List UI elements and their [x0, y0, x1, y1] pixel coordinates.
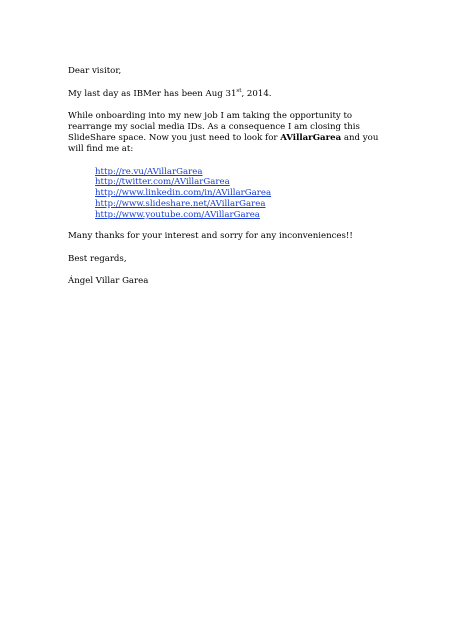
list-item	[95, 199, 388, 210]
closing-line: Best regards,	[68, 253, 127, 264]
greeting: Dear visitor,	[68, 66, 122, 76]
ordinal-suffix: st	[236, 87, 242, 94]
list-item	[95, 177, 388, 188]
last-day-line	[68, 89, 388, 100]
revu-link[interactable]: http://re.vu/AVillarGarea	[95, 166, 203, 177]
handle-name: AVillarGarea	[280, 133, 342, 143]
body-text-end: and you will find me at:	[68, 133, 379, 154]
youtube-link[interactable]: http://www.youtube.com/AVillarGarea	[95, 209, 260, 220]
twitter-link[interactable]: http://twitter.com/AVillarGarea	[95, 177, 230, 188]
link-list	[95, 167, 388, 221]
list-item	[95, 188, 388, 199]
body-paragraph	[68, 111, 388, 155]
thanks-line: Many thanks for your interest and sorry for any inconveniences!!	[68, 231, 353, 242]
body-text: While onboarding into my new job I am taking the opportunity to rearrange my social media IDs. As a consequence I am closing this SlideShare space. Now you just need to look for	[68, 111, 360, 143]
last-day-text: My last day as IBMer has been Aug 31	[68, 88, 237, 99]
list-item	[95, 167, 388, 178]
letter	[68, 66, 388, 299]
linkedin-link[interactable]: http://www.linkedin.com/in/AVillarGarea	[95, 188, 272, 199]
signature: Ángel Villar Garea	[68, 276, 149, 287]
slideshare-link[interactable]: http://www.slideshare.net/AVillarGarea	[95, 198, 266, 209]
last-day-year: , 2014.	[241, 88, 272, 99]
list-item	[95, 210, 388, 221]
